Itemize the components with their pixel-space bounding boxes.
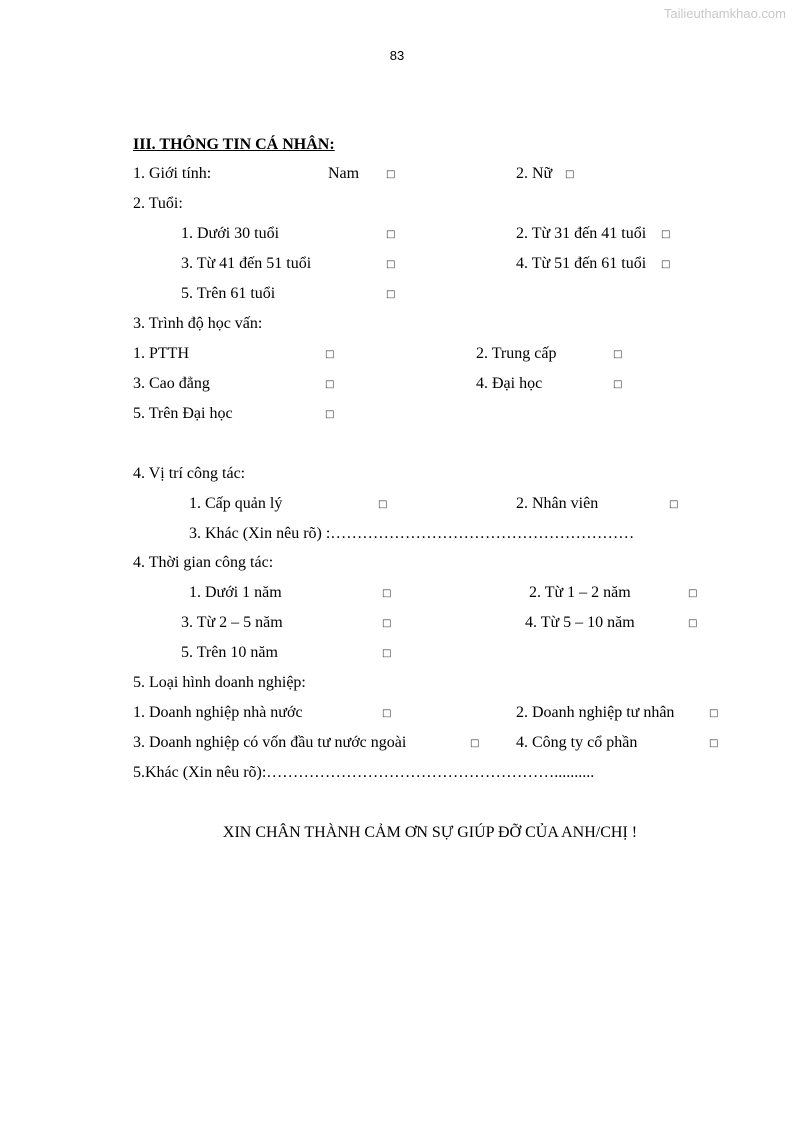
- q2-option: 4. Từ 51 đến 61 tuổi: [516, 255, 647, 272]
- q2-label: 2. Tuổi:: [133, 195, 183, 212]
- q5-option: 5. Trên 10 năm: [181, 644, 278, 661]
- q6-option: 3. Doanh nghiệp có vốn đầu tư nước ngoài: [133, 734, 407, 751]
- q5-label: 4. Thời gian công tác:: [133, 554, 274, 571]
- checkbox[interactable]: □: [382, 648, 392, 659]
- q6-option: 2. Doanh nghiệp tư nhân: [516, 704, 675, 721]
- q5-option: 3. Từ 2 – 5 năm: [181, 614, 283, 631]
- q3-option: 4. Đại học: [476, 375, 543, 392]
- checkbox[interactable]: □: [382, 618, 392, 629]
- q4-label: 4. Vị trí công tác:: [133, 465, 246, 482]
- q5-option: 1. Dưới 1 năm: [189, 584, 282, 601]
- checkbox[interactable]: □: [709, 708, 719, 719]
- checkbox[interactable]: □: [688, 588, 698, 599]
- checkbox[interactable]: □: [661, 259, 671, 270]
- q6-label: 5. Loại hình doanh nghiệp:: [133, 674, 306, 691]
- section-title: III. THÔNG TIN CÁ NHÂN:: [133, 136, 335, 153]
- checkbox[interactable]: □: [470, 738, 480, 749]
- checkbox[interactable]: □: [382, 588, 392, 599]
- checkbox[interactable]: □: [386, 169, 396, 180]
- q3-option: 2. Trung cấp: [476, 345, 557, 362]
- q4-option: 1. Cấp quản lý: [189, 495, 283, 512]
- q3-option: 3. Cao đẳng: [133, 375, 210, 392]
- q5-option: 2. Từ 1 – 2 năm: [529, 584, 631, 601]
- q2-option: 1. Dưới 30 tuổi: [181, 225, 280, 242]
- checkbox[interactable]: □: [325, 409, 335, 420]
- q1-option-male: Nam: [328, 165, 360, 182]
- checkbox[interactable]: □: [325, 379, 335, 390]
- q1-label: 1. Giới tính:: [133, 165, 212, 182]
- q5-option: 4. Từ 5 – 10 năm: [525, 614, 635, 631]
- checkbox[interactable]: □: [378, 499, 388, 510]
- q3-option: 5. Trên Đại học: [133, 405, 233, 422]
- q6-option: 4. Công ty cổ phần: [516, 734, 638, 751]
- watermark: Tailieuthamkhao.com: [663, 6, 786, 21]
- q6-option: 1. Doanh nghiệp nhà nước: [133, 704, 303, 721]
- checkbox[interactable]: □: [386, 289, 396, 300]
- q6-other-field[interactable]: 5.Khác (Xin nêu rõ):………………………………………………..........: [133, 764, 595, 781]
- checkbox[interactable]: □: [688, 618, 698, 629]
- checkbox[interactable]: □: [613, 349, 623, 360]
- q2-option: 2. Từ 31 đến 41 tuổi: [516, 225, 647, 242]
- q4-other-field[interactable]: 3. Khác (Xin nêu rõ) :…………………………………………………: [189, 525, 635, 542]
- q4-option: 2. Nhân viên: [516, 495, 599, 512]
- page-number: 83: [389, 48, 405, 63]
- closing-message: XIN CHÂN THÀNH CẢM ƠN SỰ GIÚP ĐỠ CỦA ANH/CHỊ !: [222, 824, 638, 841]
- q3-option: 1. PTTH: [133, 345, 189, 362]
- q2-option: 5. Trên 61 tuổi: [181, 285, 276, 302]
- checkbox[interactable]: □: [669, 499, 679, 510]
- checkbox[interactable]: □: [565, 169, 575, 180]
- q1-option-female: 2. Nữ: [516, 165, 553, 182]
- checkbox[interactable]: □: [382, 708, 392, 719]
- q2-option: 3. Từ 41 đến 51 tuổi: [181, 255, 312, 272]
- q3-label: 3. Trình độ học vấn:: [133, 315, 263, 332]
- checkbox[interactable]: □: [709, 738, 719, 749]
- checkbox[interactable]: □: [325, 349, 335, 360]
- checkbox[interactable]: □: [386, 259, 396, 270]
- checkbox[interactable]: □: [613, 379, 623, 390]
- checkbox[interactable]: □: [661, 229, 671, 240]
- checkbox[interactable]: □: [386, 229, 396, 240]
